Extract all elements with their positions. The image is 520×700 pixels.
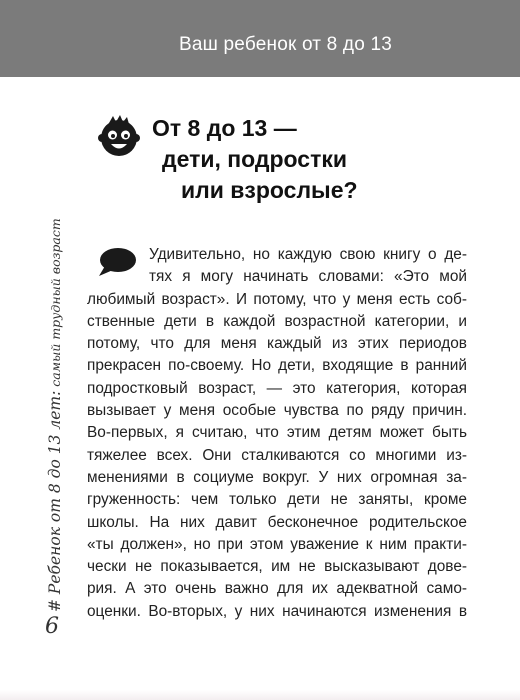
body-line: «ты должен», но при этом уважение к ним практи-	[87, 535, 467, 553]
body-line: тях я могу начинать словами: «Это мой	[149, 268, 467, 286]
page-number: 6	[45, 614, 59, 639]
chapter-title-line: От 8 до 13 —	[152, 115, 297, 141]
child-face-icon	[96, 113, 142, 159]
body-line: оценки. Во-вторых, у них начинаются изменения в	[87, 602, 467, 620]
body-line: груженность: чем только дети не заняты, кроме	[87, 491, 467, 509]
body-line: потому, что для меня каждый из этих периодов	[87, 335, 467, 353]
sidebar-hashtag	[46, 218, 64, 612]
body-line: менениями в социуме вокруг. У них огромная за-	[87, 468, 467, 486]
body-line: подростковый возраст, — это категория, которая	[87, 379, 467, 397]
chapter-title	[152, 113, 452, 206]
chapter-title-line: или взрослые?	[181, 177, 358, 203]
body-line: Удивительно, но каждую свою книгу о де-	[149, 246, 467, 263]
body-paragraph	[87, 244, 467, 623]
running-header-title: Ваш ребенок от 8 до 13	[178, 34, 392, 55]
page-edge	[0, 690, 520, 700]
body-line: школы. На них давит бесконечное родительское	[87, 513, 467, 531]
body-line: вызывает у меня особые чувства по ряду причин.	[87, 402, 467, 420]
sidebar-hashtag-tail: самый трудный возраст	[48, 218, 63, 391]
body-line: чески не показывается, им не высказывают дове-	[87, 558, 467, 576]
body-line: ственные дети в каждой возрастной категории, и	[87, 312, 467, 330]
running-header	[0, 0, 520, 77]
body-line: прекрасен по-своему. Но дети, входящие в ранний	[87, 357, 467, 375]
body-line: рия. А это очень важно для их адекватной само-	[87, 580, 467, 598]
body-line: Во-первых, я считаю, что этим детям может быть	[87, 424, 467, 442]
body-line: любимый возраст». И потому, что у меня есть соб-	[87, 290, 467, 308]
body-line: тяжелее всех. Они сталкиваются со многими из-	[87, 446, 467, 464]
chapter-title-line: дети, подростки	[162, 146, 348, 172]
sidebar-hashtag-main: # Ребенок от 8 до 13 лет:	[46, 390, 64, 612]
